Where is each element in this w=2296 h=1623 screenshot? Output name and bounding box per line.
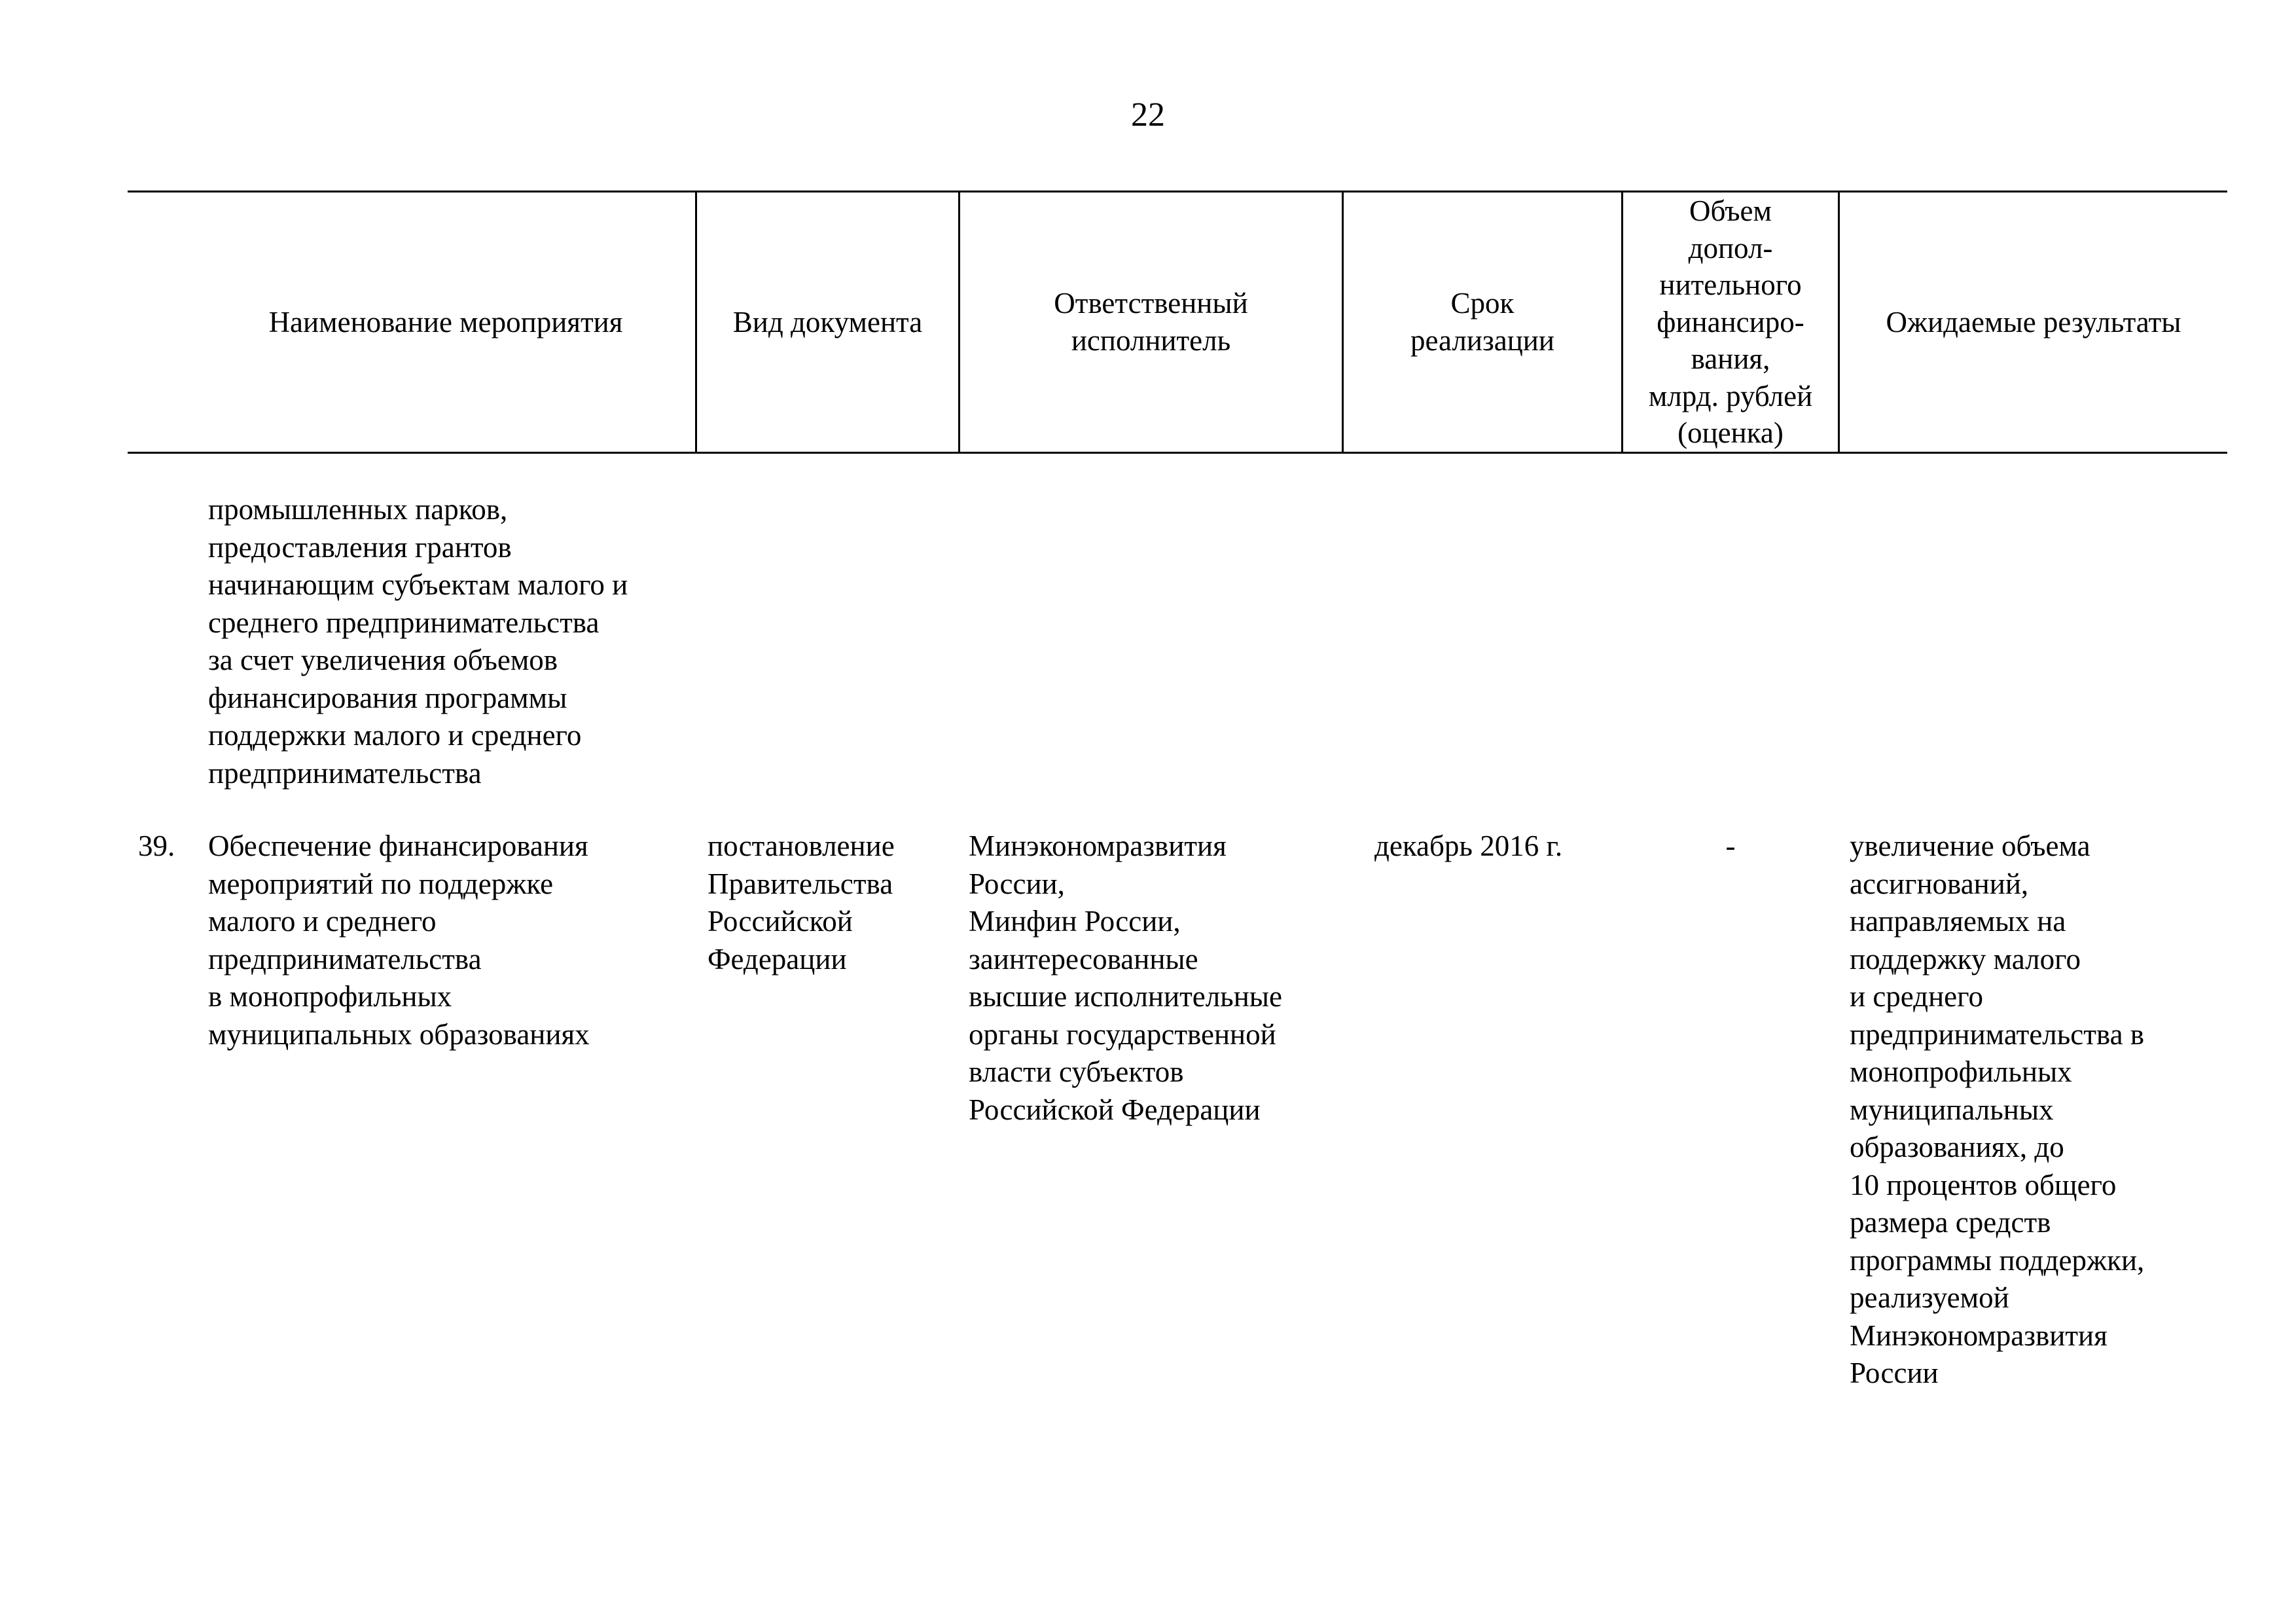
header-doc-type-label: Вид документа bbox=[732, 305, 923, 338]
row-doc-type-cell: постановление Правительства Российской Федерации bbox=[708, 830, 895, 976]
header-results bbox=[1840, 192, 2227, 452]
header-funding-label: Объем допол- нительного финансиро- вания, млрд. рублей (оценка) bbox=[1648, 194, 1813, 450]
row-number: 39. bbox=[138, 830, 175, 862]
header-term-label: Срок реализации bbox=[1410, 287, 1554, 357]
continuation-name-cell: промышленных парков, предоставления грантов начинающим субъектам малого и среднего предпринимательства за счет увеличения объемов финансирования программы поддержки малого и среднего предпринимательства bbox=[208, 493, 628, 790]
header-name-label: Наименование мероприятия bbox=[268, 305, 623, 338]
header-term bbox=[1344, 192, 1621, 452]
header-doc-type bbox=[697, 192, 958, 452]
row-name-cell: Обеспечение финансирования мероприятий по поддержке малого и среднего предпринимательства в монопрофильных муниципальных образованиях bbox=[208, 830, 590, 1051]
row-term-cell: декабрь 2016 г. bbox=[1374, 830, 1563, 862]
row-results-cell: увеличение объема ассигнований, направляемых на поддержку малого и среднего предпринимательства в монопрофильных муниципальных образованиях, до 10 процентов общего размера средств программы поддержки, реализуемой Минэкономразвития России bbox=[1850, 830, 2145, 1389]
header-responsible-label: Ответственный исполнитель bbox=[1054, 287, 1248, 357]
page-number: 22 bbox=[1131, 96, 1165, 134]
row-responsible-cell: Минэкономразвития России, Минфин России, заинтересованные высшие исполнительные органы государственной власти субъектов Российской Федерации bbox=[969, 830, 1282, 1126]
header-responsible bbox=[960, 192, 1342, 452]
header-results-label: Ожидаемые результаты bbox=[1886, 305, 2181, 338]
row-funding-cell: - bbox=[1725, 830, 1736, 862]
header-funding bbox=[1623, 192, 1838, 452]
header-name bbox=[196, 192, 695, 452]
